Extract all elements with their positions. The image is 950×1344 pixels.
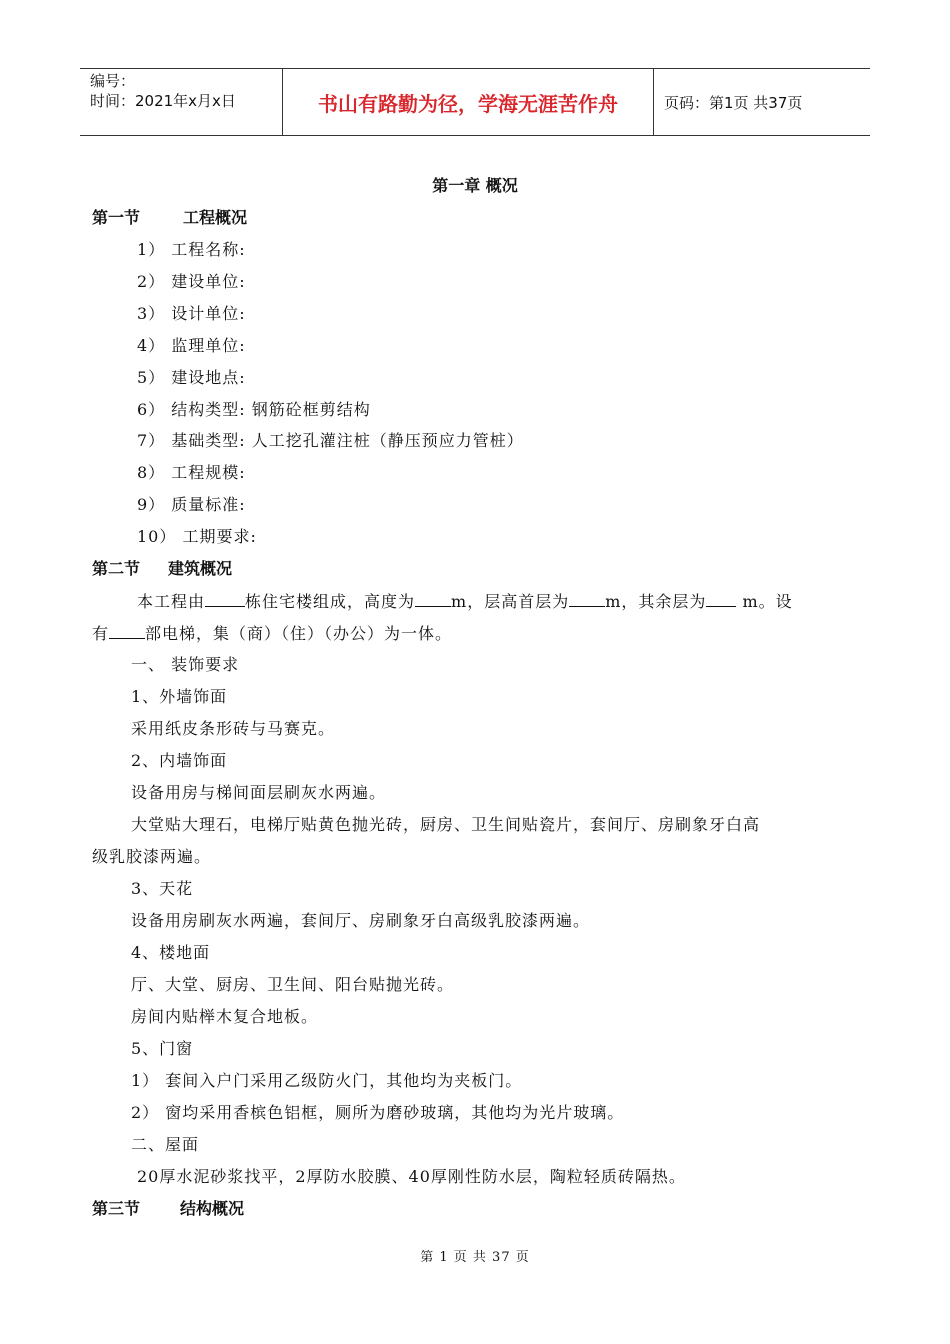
serial-number: 编号： [90,72,136,90]
list-item: 6） 结构类型: 钢筋砼框剪结构 [137,400,371,419]
page-header [80,68,870,136]
list-item: 2） 建设单位: [137,272,246,291]
section2-label: 第二节 [92,559,141,578]
intro-line-2: 有 部电梯，集（商）（住）（办公）为一体。 [92,624,453,643]
section2-title: 建筑概况 [168,559,233,578]
door-heading: 5、门窗 [131,1039,194,1058]
ceiling-heading: 3、天花 [131,879,194,898]
list-item: 5） 建设地点: [137,368,246,387]
blank-field [706,590,736,607]
int-wall-heading: 2、内墙饰面 [131,751,228,770]
header-meta [80,69,282,135]
list-item: 9） 质量标准: [137,495,246,514]
blank-field [415,590,451,607]
list-item: 8） 工程规模: [137,463,246,482]
int-wall-text-2-cont: 级乳胶漆两遍。 [92,847,212,866]
decoration-heading: 一、 装饰要求 [131,655,240,674]
door-text-1: 1） 套间入户门采用乙级防火门，其他均为夹板门。 [131,1071,523,1090]
header-motto: 书山有路勤为径，学海无涯苦作舟 [282,69,654,135]
section1-title: 工程概况 [183,208,248,227]
page-footer: 第 1 页 共 37 页 [420,1250,530,1265]
int-wall-text-2: 大堂贴大理石，电梯厅贴黄色抛光砖，厨房、卫生间贴瓷片，套间厅、房刷象牙白高 [131,815,761,834]
floor-text-1: 厅、大堂、厨房、卫生间、阳台贴抛光砖。 [131,975,455,994]
list-item: 4） 监理单位: [137,336,246,355]
list-item: 10） 工期要求: [137,527,257,546]
ext-wall-heading: 1、外墙饰面 [131,687,228,706]
ceiling-text: 设备用房刷灰水两遍，套间厅、房刷象牙白高级乳胶漆两遍。 [131,911,591,930]
section3-label: 第三节 [92,1199,141,1218]
section1-label: 第一节 [92,208,141,227]
chapter-title: 第一章 概况 [432,176,518,195]
header-page-info: 页码：第1页 共37页 [664,93,803,112]
section3-title: 结构概况 [180,1199,245,1218]
header-date: 时间：2021年x月x日 [90,92,236,110]
blank-field [569,590,605,607]
intro-line-1: 本工程由 栋住宅楼组成，高度为 m，层高首层为 m，其余层为 m。设 [137,592,793,611]
list-item: 7） 基础类型: 人工挖孔灌注桩（静压预应力管桩） [137,431,524,450]
int-wall-text-1: 设备用房与梯间面层刷灰水两遍。 [131,783,387,802]
floor-text-2: 房间内贴榉木复合地板。 [131,1007,319,1026]
blank-field [109,622,145,639]
door-text-2: 2） 窗均采用香槟色铝框，厕所为磨砂玻璃，其他均为光片玻璃。 [131,1103,625,1122]
list-item: 1） 工程名称: [137,240,246,259]
roof-text: 20厚水泥砂浆找平，2厚防水胶膜、40厚刚性防水层，陶粒轻质砖隔热。 [137,1167,686,1186]
list-item: 3） 设计单位: [137,304,246,323]
roof-heading: 二、屋面 [131,1135,200,1154]
blank-field [205,590,245,607]
ext-wall-text: 采用纸皮条形砖与马赛克。 [131,719,336,738]
floor-heading: 4、楼地面 [131,943,211,962]
